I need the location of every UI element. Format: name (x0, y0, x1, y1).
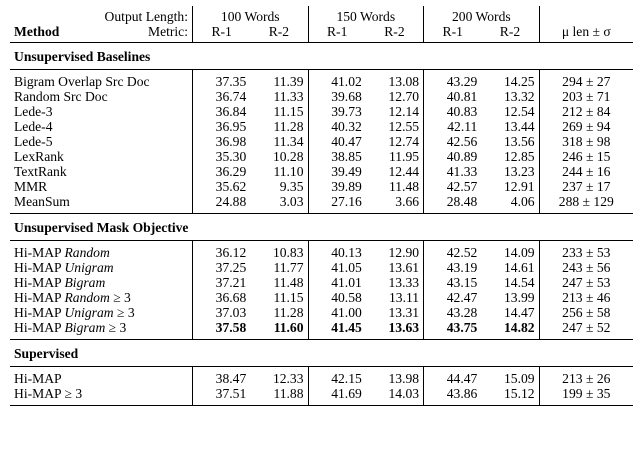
method-cell: Lede-3 (14, 104, 53, 119)
score-cell: 37.03 (193, 305, 251, 320)
table-row (10, 290, 633, 305)
section-title: Unsupervised Mask Objective (10, 214, 633, 241)
r1-150-header: R-1 (308, 24, 366, 43)
length-cell: 244 ± 16 (539, 164, 633, 179)
score-cell: 39.73 (308, 104, 366, 119)
score-cell: 41.69 (308, 386, 366, 406)
score-cell: 43.15 (424, 275, 482, 290)
score-cell: 40.58 (308, 290, 366, 305)
score-cell: 41.33 (424, 164, 482, 179)
table-row (10, 320, 633, 340)
header-row-metric (10, 24, 633, 43)
method-cell: TextRank (14, 164, 67, 179)
score-cell: 12.70 (388, 89, 420, 104)
score-cell: 41.00 (308, 305, 366, 320)
section-header-row (10, 43, 633, 70)
score-cell: 14.61 (504, 260, 535, 275)
score-cell: 14.09 (481, 241, 539, 261)
score-cell: 11.15 (273, 104, 304, 119)
score-cell: 3.03 (279, 194, 304, 209)
score-cell: 14.25 (481, 70, 539, 90)
score-cell: 11.15 (273, 290, 304, 305)
score-cell: 14.03 (366, 386, 424, 406)
length-cell: 213 ± 26 (539, 367, 633, 387)
method-cell: Random Src Doc (14, 89, 108, 104)
score-cell: 12.91 (504, 179, 535, 194)
score-cell: 27.16 (308, 194, 366, 214)
length-cell: 246 ± 15 (539, 149, 633, 164)
method-label: Method (14, 24, 60, 39)
group-200-words: 200 Words (424, 6, 540, 24)
score-cell: 43.86 (424, 386, 482, 406)
length-cell: 212 ± 84 (539, 104, 633, 119)
score-cell: 36.29 (193, 164, 251, 179)
table-row (10, 179, 633, 194)
method-cell: MMR (14, 179, 48, 194)
score-cell: 42.47 (424, 290, 482, 305)
score-cell: 4.06 (510, 194, 535, 209)
method-cell: Hi-MAP (10, 367, 193, 387)
score-cell: 43.29 (424, 70, 482, 90)
length-cell: 237 ± 17 (539, 179, 633, 194)
method-cell: Hi-MAP Bigram (14, 275, 106, 290)
table-row (10, 70, 633, 90)
r2-200-header: R-2 (499, 24, 521, 39)
score-cell: 37.35 (193, 70, 251, 90)
score-cell: 13.08 (366, 70, 424, 90)
score-cell: 12.85 (504, 149, 535, 164)
score-cell: 24.88 (193, 194, 251, 214)
score-cell: 15.12 (481, 386, 539, 406)
score-cell: 39.68 (308, 89, 366, 104)
r1-100-header: R-1 (193, 24, 251, 43)
score-cell: 43.19 (424, 260, 482, 275)
score-cell: 13.33 (388, 275, 420, 290)
score-cell: 38.85 (308, 149, 366, 164)
length-cell: 256 ± 58 (539, 305, 633, 320)
score-cell: 37.25 (193, 260, 251, 275)
method-cell: Hi-MAP Unigram (14, 260, 114, 275)
length-cell: 199 ± 35 (539, 386, 633, 406)
r2-100-header: R-2 (268, 24, 290, 39)
score-cell: 13.44 (504, 119, 535, 134)
score-cell: 43.75 (424, 320, 482, 340)
table-row (10, 134, 633, 149)
score-cell: 10.28 (272, 149, 304, 164)
score-cell: 37.58 (193, 320, 251, 340)
score-cell: 40.13 (308, 241, 366, 261)
table-row (10, 241, 633, 261)
method-header (10, 24, 193, 43)
score-cell: 14.82 (504, 320, 535, 335)
method-cell: Hi-MAP Random ≥ 3 (14, 290, 131, 305)
score-cell: 42.52 (424, 241, 482, 261)
score-cell: 42.15 (308, 367, 366, 387)
score-cell: 12.33 (250, 367, 308, 387)
method-cell: MeanSum (14, 194, 70, 209)
score-cell: 36.74 (193, 89, 251, 104)
score-cell: 13.11 (388, 290, 420, 305)
section-header-row (10, 214, 633, 241)
len-header-spacer (539, 6, 633, 24)
table-row (10, 164, 633, 179)
length-cell: 288 ± 129 (539, 194, 633, 214)
score-cell: 42.11 (424, 119, 482, 134)
table-row (10, 275, 633, 290)
score-cell: 13.63 (388, 320, 420, 335)
length-cell: 213 ± 46 (539, 290, 633, 305)
score-cell: 38.47 (193, 367, 251, 387)
output-length-label: Output Length: (104, 9, 188, 24)
length-cell: 294 ± 27 (539, 70, 633, 90)
score-cell: 10.83 (250, 241, 308, 261)
score-cell: 11.33 (273, 89, 304, 104)
score-cell: 40.89 (424, 149, 482, 164)
table-row (10, 119, 633, 134)
score-cell: 11.95 (388, 149, 420, 164)
score-cell: 12.90 (366, 241, 424, 261)
method-cell: LexRank (14, 149, 64, 164)
score-cell: 15.09 (481, 367, 539, 387)
score-cell: 11.28 (273, 305, 304, 320)
score-cell: 41.02 (308, 70, 366, 90)
score-cell: 9.35 (279, 179, 304, 194)
score-cell: 13.32 (504, 89, 535, 104)
score-cell: 14.54 (504, 275, 535, 290)
section-title: Unsupervised Baselines (10, 43, 633, 70)
score-cell: 39.89 (308, 179, 366, 194)
score-cell: 40.83 (424, 104, 482, 119)
score-cell: 36.98 (193, 134, 251, 149)
group-150-words: 150 Words (308, 6, 424, 24)
method-cell: Lede-5 (14, 134, 53, 149)
score-cell: 28.48 (424, 194, 482, 214)
score-cell: 11.28 (273, 119, 304, 134)
score-cell: 13.61 (388, 260, 420, 275)
method-cell: Lede-4 (14, 119, 53, 134)
score-cell: 3.66 (395, 194, 420, 209)
score-cell: 11.88 (250, 386, 308, 406)
method-cell: Hi-MAP Random (10, 241, 193, 261)
score-cell: 40.81 (424, 89, 482, 104)
score-cell: 41.45 (308, 320, 366, 340)
score-cell: 43.28 (424, 305, 482, 320)
score-cell: 42.56 (424, 134, 482, 149)
table-row (10, 104, 633, 119)
score-cell: 12.44 (388, 164, 420, 179)
length-cell: 203 ± 71 (539, 89, 633, 104)
score-cell: 11.60 (273, 320, 304, 335)
score-cell: 41.01 (308, 275, 366, 290)
score-cell: 13.99 (504, 290, 535, 305)
score-cell: 35.62 (193, 179, 251, 194)
score-cell: 36.68 (193, 290, 251, 305)
score-cell: 42.57 (424, 179, 482, 194)
score-cell: 40.47 (308, 134, 366, 149)
method-cell: Bigram Overlap Src Doc (10, 70, 193, 90)
score-cell: 11.48 (273, 275, 304, 290)
score-cell: 40.32 (308, 119, 366, 134)
score-cell: 13.31 (388, 305, 420, 320)
method-cell: Hi-MAP Unigram ≥ 3 (14, 305, 135, 320)
score-cell: 44.47 (424, 367, 482, 387)
r1-200-header: R-1 (424, 24, 482, 43)
score-cell: 13.56 (504, 134, 535, 149)
metric-label: Metric: (147, 24, 188, 39)
score-cell: 12.14 (388, 104, 420, 119)
score-cell: 37.21 (193, 275, 251, 290)
len-header: μ len ± σ (539, 24, 633, 43)
score-cell: 41.05 (308, 260, 366, 275)
results-table (10, 6, 633, 406)
section-title: Supervised (10, 340, 633, 367)
length-cell: 269 ± 94 (539, 119, 633, 134)
method-cell: Hi-MAP ≥ 3 (10, 386, 193, 406)
score-cell: 36.84 (193, 104, 251, 119)
score-cell: 11.48 (388, 179, 420, 194)
score-cell: 12.55 (388, 119, 420, 134)
length-cell: 318 ± 98 (539, 134, 633, 149)
table-row (10, 89, 633, 104)
score-cell: 14.47 (504, 305, 535, 320)
score-cell: 36.95 (193, 119, 251, 134)
length-cell: 243 ± 56 (539, 260, 633, 275)
method-cell: Hi-MAP Bigram ≥ 3 (14, 320, 127, 335)
table-row (10, 149, 633, 164)
score-cell: 11.34 (273, 134, 304, 149)
length-cell: 247 ± 52 (539, 320, 633, 340)
group-100-words: 100 Words (193, 6, 309, 24)
score-cell: 37.51 (193, 386, 251, 406)
score-cell: 36.12 (193, 241, 251, 261)
score-cell: 39.49 (308, 164, 366, 179)
table-row (10, 386, 633, 406)
table-row (10, 367, 633, 387)
length-cell: 247 ± 53 (539, 275, 633, 290)
length-cell: 233 ± 53 (539, 241, 633, 261)
section-header-row (10, 340, 633, 367)
score-cell: 11.10 (273, 164, 304, 179)
score-cell: 35.30 (193, 149, 251, 164)
r2-150-header: R-2 (384, 24, 405, 39)
score-cell: 12.74 (388, 134, 420, 149)
table-row (10, 194, 633, 214)
score-cell: 12.54 (504, 104, 535, 119)
score-cell: 11.39 (250, 70, 308, 90)
score-cell: 13.23 (504, 164, 535, 179)
table-row (10, 260, 633, 275)
score-cell: 13.98 (366, 367, 424, 387)
table-row (10, 305, 633, 320)
table-body (10, 43, 633, 406)
header-row-output-length (10, 6, 633, 24)
score-cell: 11.77 (273, 260, 304, 275)
